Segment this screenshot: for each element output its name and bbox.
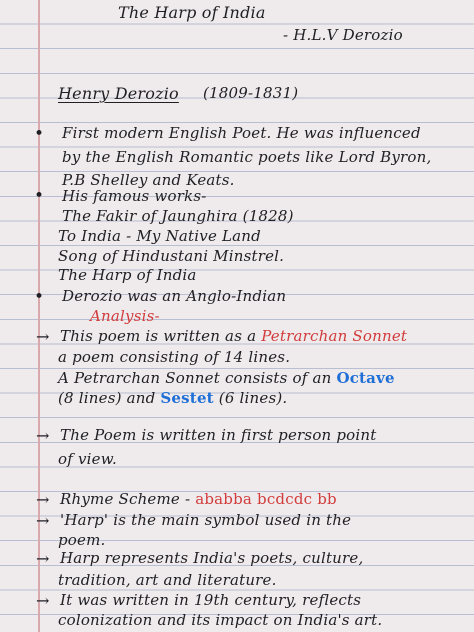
bullet: • [34, 124, 45, 144]
note-line: colonization and its impact on India's art. [58, 611, 383, 629]
note-line: poem. [58, 531, 106, 549]
arrow-icon: → [36, 511, 50, 530]
note-text: (6 lines). [218, 389, 288, 407]
highlight-text: Petrarchan Sonnet [261, 327, 408, 345]
work-item: The Harp of India [58, 266, 197, 284]
section-heading: Henry Derozio [58, 84, 179, 103]
analysis-heading: Analysis- [90, 307, 160, 325]
note-line: 'Harp' is the main symbol used in the [60, 511, 352, 529]
poem-title: The Harp of India [118, 3, 266, 22]
note-line: The Poem is written in first person point [60, 426, 377, 444]
poem-author: - H.L.V Derozio [283, 26, 403, 44]
note-line: Harp represents India's poets, culture, [60, 549, 364, 567]
note-line [58, 369, 395, 387]
note-line: It was written in 19th century, reflects [60, 591, 362, 609]
note-line: a poem consisting of 14 lines. [58, 348, 291, 366]
highlight-text: Octave [336, 369, 395, 387]
arrow-icon: → [36, 549, 50, 568]
arrow-icon: → [36, 426, 50, 445]
note-line [60, 327, 407, 345]
section-years: (1809-1831) [203, 84, 299, 102]
highlight-text: ababba bcdcdc bb [195, 490, 337, 508]
bullet: • [34, 287, 45, 307]
note-line [58, 389, 287, 407]
work-item: To India - My Native Land [58, 227, 261, 245]
arrow-icon: → [36, 490, 50, 509]
note-text: (8 lines) and [58, 389, 156, 407]
note-line: His famous works- [62, 187, 207, 205]
note-line: of view. [58, 450, 117, 468]
note-line: First modern English Poet. He was influenced [62, 124, 421, 142]
note-line: tradition, art and literature. [58, 571, 277, 589]
note-line: by the English Romantic poets like Lord Byron, [62, 148, 432, 166]
note-text: Rhyme Scheme - [60, 490, 191, 508]
note-text: This poem is written as a [60, 327, 257, 345]
note-line [60, 490, 337, 508]
arrow-icon: → [36, 591, 50, 610]
work-item: Song of Hindustani Minstrel. [58, 247, 285, 265]
note-line: Derozio was an Anglo-Indian [62, 287, 287, 305]
margin-line [38, 0, 40, 632]
work-item: The Fakir of Jaunghira (1828) [62, 207, 294, 225]
arrow-icon: → [36, 327, 50, 346]
note-line: P.B Shelley and Keats. [62, 171, 235, 189]
bullet: • [34, 186, 45, 206]
note-text: A Petrarchan Sonnet consists of an [58, 369, 332, 387]
highlight-text: Sestet [160, 389, 214, 407]
